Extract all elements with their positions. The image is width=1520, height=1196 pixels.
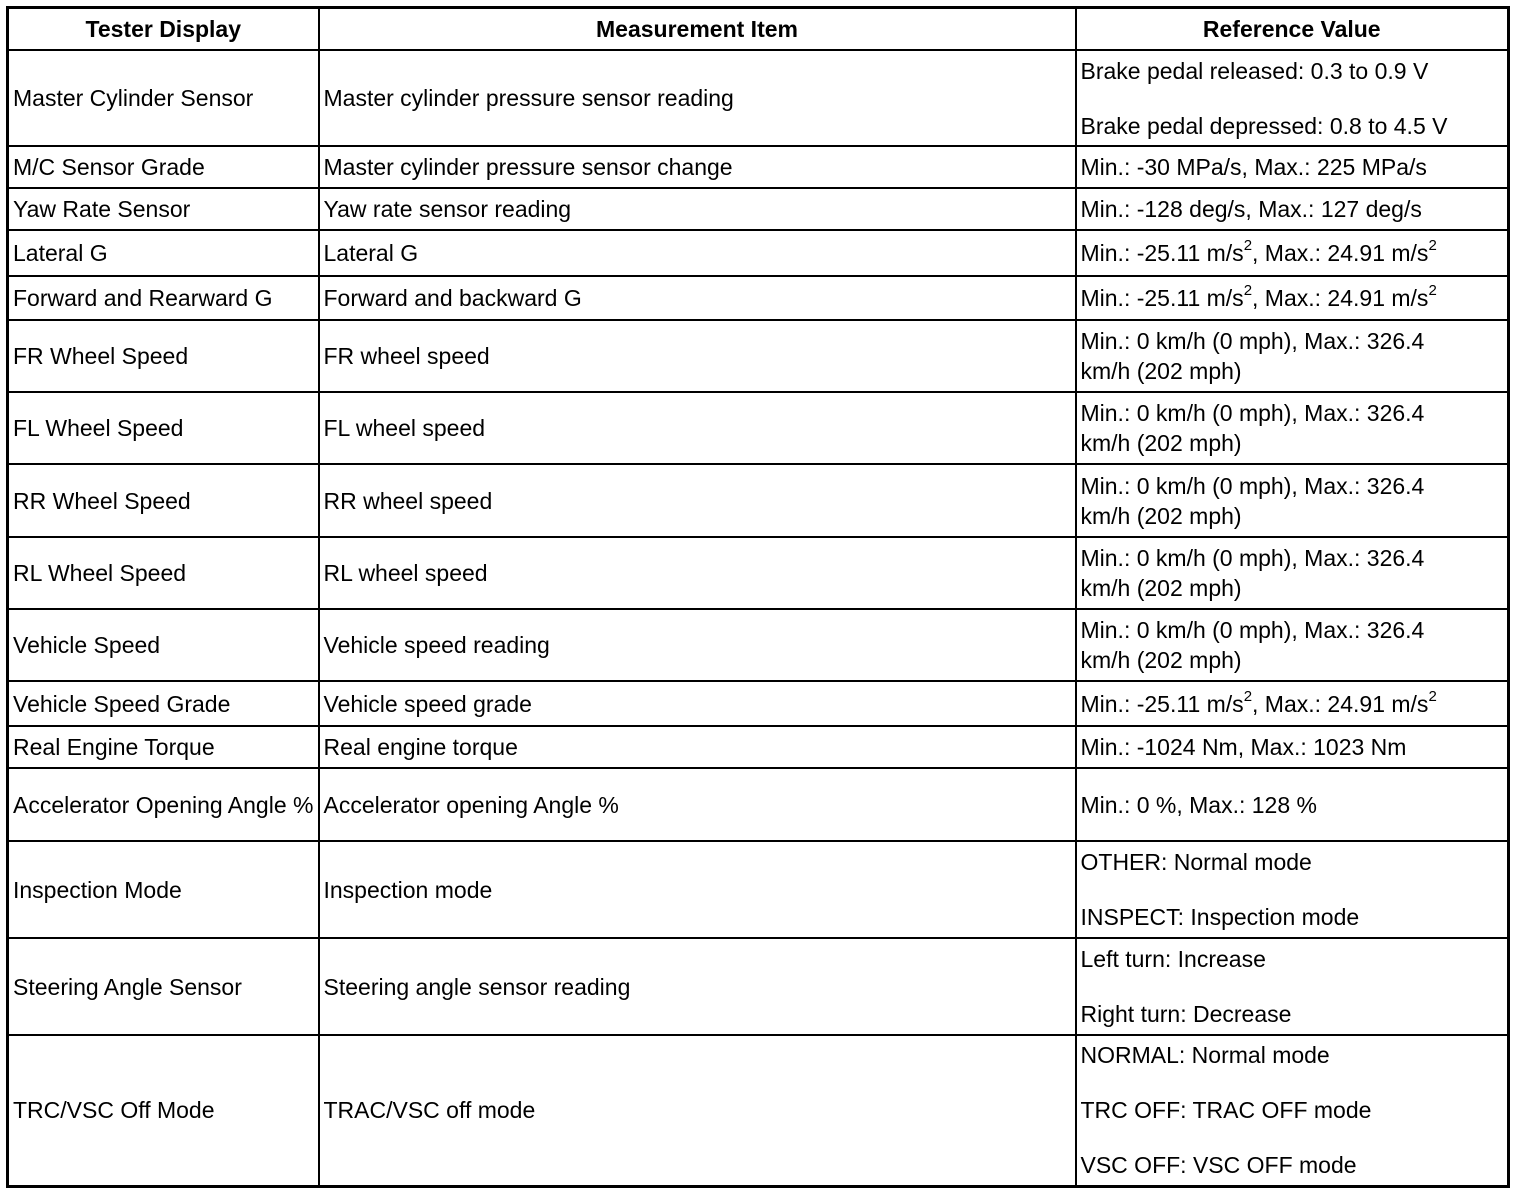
reference-value-line: km/h (202 mph) [1080, 430, 1242, 456]
table-row [8, 768, 1509, 841]
table-header-row [8, 8, 1509, 51]
tester-display-cell: Vehicle Speed [8, 609, 319, 681]
measurement-item-cell: Vehicle speed reading [319, 609, 1076, 681]
table-row [8, 50, 1509, 146]
reference-value-cell [1076, 276, 1509, 320]
reference-value-line: OTHER: Normal mode [1080, 849, 1312, 875]
measurement-item-cell: Forward and backward G [319, 276, 1076, 320]
table-row [8, 841, 1509, 938]
measurement-item-cell: FR wheel speed [319, 320, 1076, 392]
measurement-item-cell: Master cylinder pressure sensor change [319, 146, 1076, 188]
reference-table [6, 6, 1510, 1188]
tester-display-cell: Master Cylinder Sensor [8, 50, 319, 146]
reference-value-cell [1076, 841, 1509, 938]
reference-value-line: km/h (202 mph) [1080, 647, 1242, 673]
value-spacer [1081, 1070, 1504, 1095]
table-row [8, 609, 1509, 681]
reference-value-cell [1076, 464, 1509, 537]
reference-value-line: Min.: -128 deg/s, Max.: 127 deg/s [1080, 196, 1422, 222]
superscript-2: 2 [1243, 282, 1253, 300]
tester-display-cell: Steering Angle Sensor [8, 938, 319, 1035]
measurement-item-cell: FL wheel speed [319, 392, 1076, 464]
reference-value-line: Min.: -25.11 $m/s^2$, Max.: 24.91 $m/s^2$ [1080, 237, 1437, 266]
table-row [8, 726, 1509, 768]
reference-value-cell [1076, 938, 1509, 1035]
reference-value-line: Min.: 0 km/h (0 mph), Max.: 326.4 [1080, 545, 1425, 571]
reference-value-line: km/h (202 mph) [1080, 358, 1242, 384]
reference-value-line: Brake pedal released: 0.3 to 0.9 V [1080, 57, 1429, 84]
reference-value-line: Brake pedal depressed: 0.8 to 4.5 V [1080, 112, 1448, 139]
reference-value-cell [1076, 726, 1509, 768]
reference-value-cell [1076, 320, 1509, 392]
reference-value-line: Left turn: Increase [1080, 946, 1266, 972]
header-measurement-item: Measurement Item [319, 8, 1076, 51]
tester-display-cell: Accelerator Opening Angle % [8, 768, 319, 841]
measurement-item-cell: Steering angle sensor reading [319, 938, 1076, 1035]
reference-value-cell [1076, 768, 1509, 841]
tester-display-cell: Real Engine Torque [8, 726, 319, 768]
reference-value-line: NORMAL: Normal mode [1080, 1042, 1330, 1069]
tester-display-cell: FR Wheel Speed [8, 320, 319, 392]
tester-display-cell: Vehicle Speed Grade [8, 681, 319, 726]
reference-value-cell [1076, 681, 1509, 726]
tester-display-cell: FL Wheel Speed [8, 392, 319, 464]
table-row [8, 681, 1509, 726]
tester-display-cell: Forward and Rearward G [8, 276, 319, 320]
reference-value-cell [1076, 537, 1509, 609]
tester-display-cell: Lateral G [8, 230, 319, 276]
measurement-item-cell: TRAC/VSC off mode [319, 1035, 1076, 1186]
measurement-item-cell: Vehicle speed grade [319, 681, 1076, 726]
reference-value-cell [1076, 392, 1509, 464]
tester-display-cell: RL Wheel Speed [8, 537, 319, 609]
table-body [8, 50, 1509, 1186]
table-row [8, 188, 1509, 230]
measurement-item-cell: Accelerator opening Angle % [319, 768, 1076, 841]
value-spacer [1081, 974, 1504, 999]
table-row [8, 537, 1509, 609]
value-spacer [1081, 86, 1504, 111]
tester-display-cell: RR Wheel Speed [8, 464, 319, 537]
header-tester-display: Tester Display [8, 8, 319, 51]
table-row [8, 938, 1509, 1035]
table-row [8, 464, 1509, 537]
table-row [8, 276, 1509, 320]
reference-value-cell [1076, 1035, 1509, 1186]
reference-value-line: Min.: -25.11 $m/s^2$, Max.: 24.91 $m/s^2$ [1080, 687, 1437, 717]
table-row [8, 230, 1509, 276]
superscript-2: 2 [1243, 237, 1253, 255]
reference-value-line: Min.: 0 km/h (0 mph), Max.: 326.4 [1080, 328, 1425, 354]
superscript-2: 2 [1243, 687, 1253, 705]
measurement-item-cell: Master cylinder pressure sensor reading [319, 50, 1076, 146]
reference-value-line: TRC OFF: TRAC OFF mode [1080, 1097, 1372, 1124]
measurement-item-cell: Yaw rate sensor reading [319, 188, 1076, 230]
measurement-item-cell: RL wheel speed [319, 537, 1076, 609]
table-row [8, 392, 1509, 464]
superscript-2: 2 [1428, 237, 1437, 255]
reference-value-line: Right turn: Decrease [1080, 1001, 1292, 1027]
value-spacer [1081, 1125, 1504, 1150]
reference-value-cell [1076, 609, 1509, 681]
reference-value-line: Min.: -25.11 $m/s^2$, Max.: 24.91 $m/s^2$ [1080, 282, 1437, 311]
measurement-item-cell: RR wheel speed [319, 464, 1076, 537]
reference-value-cell [1076, 146, 1509, 188]
reference-value-line: km/h (202 mph) [1080, 575, 1242, 601]
reference-value-cell [1076, 188, 1509, 230]
reference-value-cell [1076, 230, 1509, 276]
measurement-item-cell: Lateral G [319, 230, 1076, 276]
tester-display-cell: M/C Sensor Grade [8, 146, 319, 188]
reference-value-line: Min.: 0 km/h (0 mph), Max.: 326.4 [1080, 472, 1425, 499]
reference-value-line: Min.: 0 km/h (0 mph), Max.: 326.4 [1080, 400, 1425, 426]
tester-display-cell: TRC/VSC Off Mode [8, 1035, 319, 1186]
header-reference-value: Reference Value [1076, 8, 1509, 51]
measurement-item-cell: Real engine torque [319, 726, 1076, 768]
tester-display-cell: Inspection Mode [8, 841, 319, 938]
reference-value-line: Min.: 0 km/h (0 mph), Max.: 326.4 [1080, 617, 1425, 643]
value-spacer [1081, 877, 1504, 902]
measurement-item-cell: Inspection mode [319, 841, 1076, 938]
reference-value-line: VSC OFF: VSC OFF mode [1080, 1152, 1357, 1179]
table-row [8, 1035, 1509, 1186]
reference-value-line: km/h (202 mph) [1080, 502, 1242, 529]
reference-value-line: INSPECT: Inspection mode [1080, 904, 1360, 930]
reference-value-line: Min.: -1024 Nm, Max.: 1023 Nm [1080, 734, 1407, 760]
table-row [8, 320, 1509, 392]
table-row [8, 146, 1509, 188]
reference-value-cell [1076, 50, 1509, 146]
tester-display-cell: Yaw Rate Sensor [8, 188, 319, 230]
reference-value-line: Min.: 0 %, Max.: 128 % [1080, 791, 1317, 818]
superscript-2: 2 [1428, 687, 1437, 705]
superscript-2: 2 [1428, 282, 1437, 300]
reference-value-line: Min.: -30 MPa/s, Max.: 225 MPa/s [1080, 154, 1427, 180]
